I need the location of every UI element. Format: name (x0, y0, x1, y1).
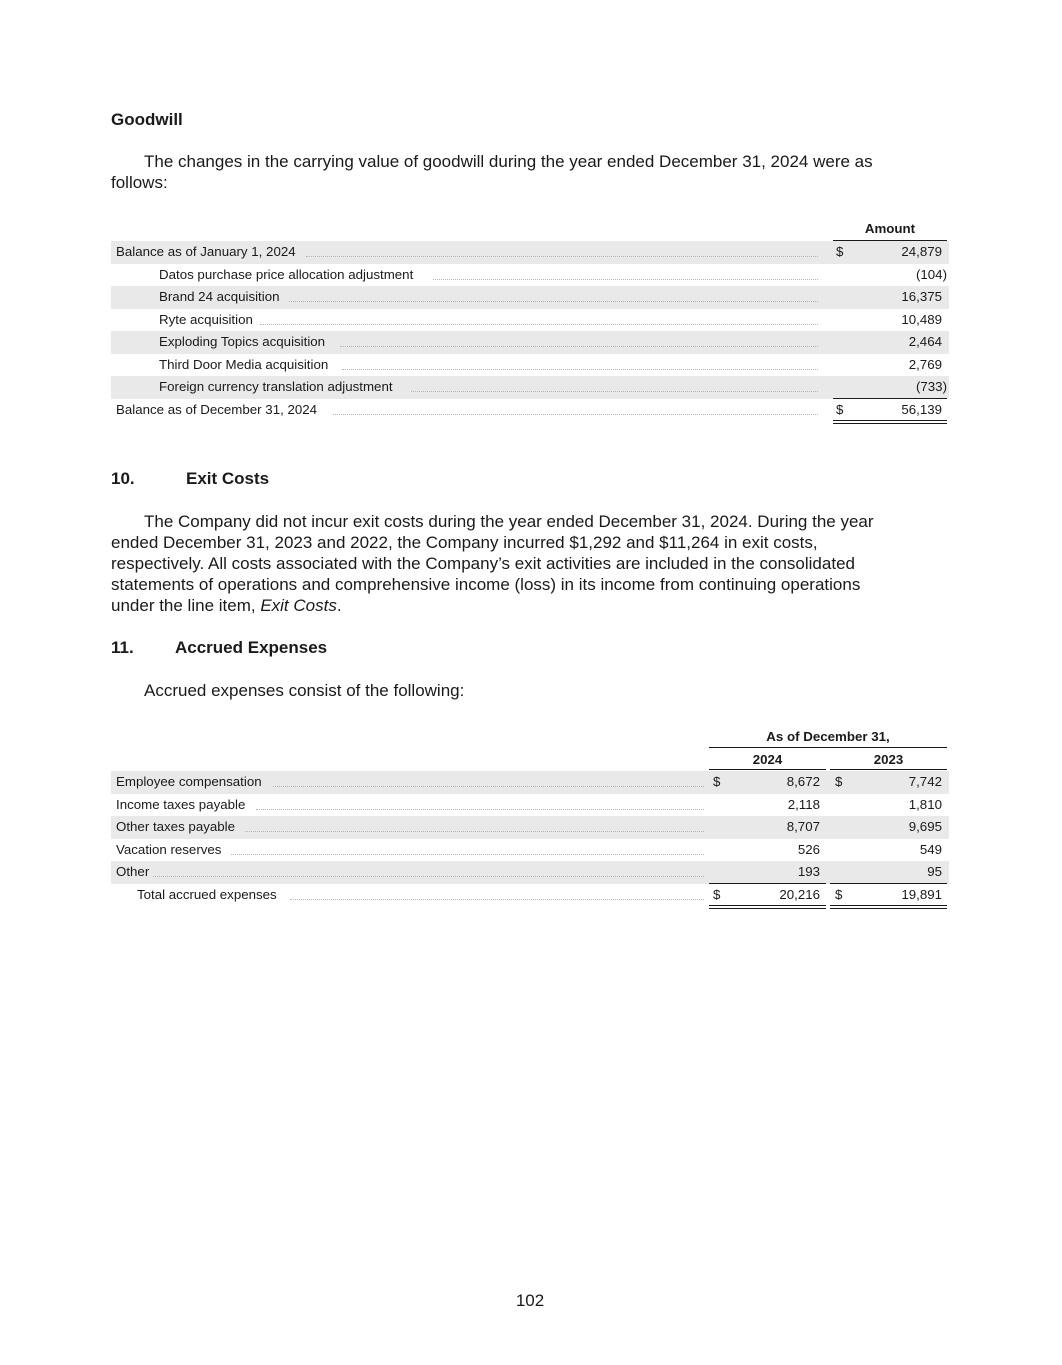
exit-line3: respectively. All costs associated with the Company’s exit activities are included in the consolidated (111, 554, 855, 573)
table-row (111, 354, 949, 377)
value-2024: 8,672 (786, 774, 820, 789)
goodwill-intro (111, 151, 951, 193)
row-label: Ryte acquisition (159, 311, 253, 327)
table-row (111, 241, 949, 264)
total-top-rule-2023 (830, 883, 947, 884)
exit-costs-heading: Exit Costs (186, 469, 270, 488)
col-2023-header: 2023 (873, 752, 904, 767)
row-value: 56,139 (901, 401, 942, 417)
row-label: Foreign currency translation adjustment (159, 379, 393, 394)
row-label: Other (116, 864, 150, 879)
exit-line5-italic: Exit Costs (260, 596, 337, 615)
col-2024-header: 2024 (752, 752, 783, 767)
accrued-intro-text: Accrued expenses consist of the following: (144, 681, 465, 700)
dollar-sign: $ (713, 774, 721, 789)
accrued-intro (111, 680, 464, 701)
exit-line5-suffix: . (336, 596, 342, 615)
row-value: 2,769 (908, 356, 942, 372)
accrued-heading: Accrued Expenses (175, 638, 328, 657)
value-2023: 19,891 (901, 886, 942, 902)
row-value: (733) (915, 379, 947, 394)
table-row (111, 816, 949, 839)
row-value: 16,375 (901, 289, 942, 304)
row-value: 2,464 (908, 334, 942, 349)
page-number: 102 (515, 1291, 545, 1310)
goodwill-heading: Goodwill (111, 110, 183, 129)
table-row (111, 376, 949, 399)
value-2024: 20,216 (779, 886, 820, 902)
row-label: Vacation reserves (116, 841, 222, 857)
table-row (111, 861, 949, 884)
col1-rule (709, 769, 826, 770)
dollar-sign: $ (713, 886, 721, 902)
table-row (111, 331, 949, 354)
dollar-sign: $ (836, 401, 844, 417)
total-top-rule (833, 398, 947, 399)
row-label: Exploding Topics acquisition (159, 334, 326, 349)
goodwill-intro-line2: follows: (111, 173, 168, 192)
row-label: Total accrued expenses (137, 886, 277, 902)
row-label: Third Door Media acquisition (159, 356, 329, 372)
dollar-sign: $ (835, 886, 843, 902)
exit-line4: statements of operations and comprehensive income (loss) in its income from continuing operations (111, 575, 861, 594)
table-row (111, 399, 949, 422)
exit-costs-number: 10. (111, 469, 135, 488)
goodwill-intro-line1: The changes in the carrying value of goodwill during the year ended December 31, 2024 were as (144, 152, 873, 171)
table-row (111, 264, 949, 287)
row-label: Employee compensation (116, 774, 262, 789)
row-label: Other taxes payable (116, 819, 236, 834)
table-row (111, 286, 949, 309)
row-label: Income taxes payable (116, 796, 246, 812)
row-value: (104) (915, 266, 947, 282)
accrued-number: 11. (111, 638, 134, 657)
amount-header: Amount (864, 221, 916, 236)
total-double-rule (833, 420, 947, 424)
value-2023: 1,810 (908, 796, 942, 812)
dollar-sign: $ (835, 774, 843, 789)
row-label: Balance as of January 1, 2024 (116, 244, 296, 259)
accrued-table (111, 726, 949, 911)
value-2024: 193 (797, 864, 820, 879)
row-label: Datos purchase price allocation adjustment (159, 266, 414, 282)
period-rule (709, 747, 947, 748)
row-value: 10,489 (901, 311, 942, 327)
row-value: 24,879 (901, 244, 942, 259)
total-double-rule-2023 (830, 905, 947, 909)
table-row (111, 839, 949, 862)
total-top-rule-2024 (709, 883, 826, 884)
value-2024: 8,707 (786, 819, 820, 834)
table-row (111, 884, 949, 907)
value-2023: 95 (927, 864, 942, 879)
value-2023: 549 (919, 841, 942, 857)
row-label: Brand 24 acquisition (159, 289, 280, 304)
exit-line2: ended December 31, 2023 and 2022, the Company incurred $1,292 and $11,264 in exit costs, (111, 533, 818, 552)
exit-costs-paragraph (111, 511, 951, 616)
period-header: As of December 31, (766, 729, 890, 744)
value-2024: 526 (797, 841, 820, 857)
col2-rule (830, 769, 947, 770)
table-row (111, 309, 949, 332)
dollar-sign: $ (836, 244, 844, 259)
goodwill-table (111, 218, 949, 428)
value-2023: 9,695 (908, 819, 942, 834)
exit-line1: The Company did not incur exit costs during the year ended December 31, 2024. During the year (144, 512, 874, 531)
exit-line5-prefix: under the line item, (111, 596, 261, 615)
table-row (111, 771, 949, 794)
value-2023: 7,742 (908, 774, 942, 789)
value-2024: 2,118 (787, 796, 820, 812)
row-label: Balance as of December 31, 2024 (116, 401, 318, 417)
total-double-rule-2024 (709, 905, 826, 909)
table-row (111, 794, 949, 817)
